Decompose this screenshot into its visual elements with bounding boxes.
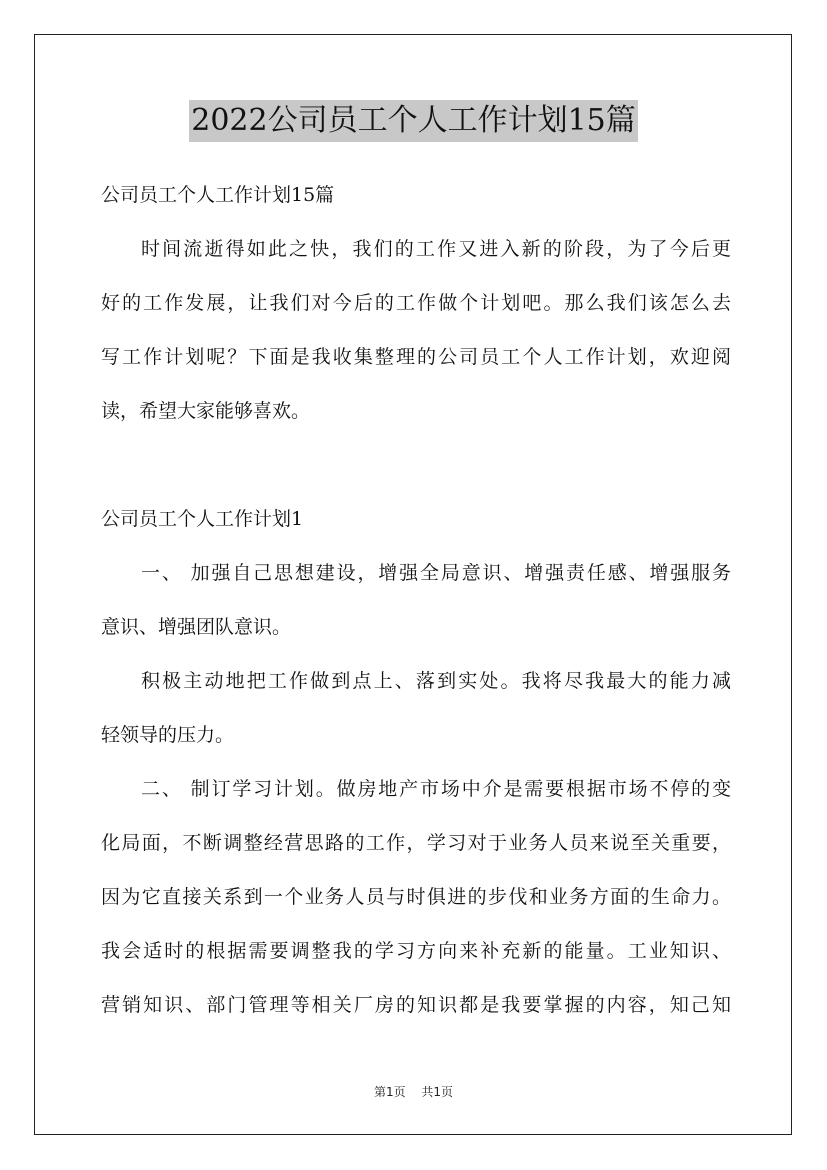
- page-total: 共1页: [421, 1085, 454, 1099]
- document-title: 2022公司员工个人工作计划15篇: [189, 100, 638, 142]
- text-line: 积极主动地把工作做到点上、落到实处。我将尽我最大的能力减: [141, 670, 731, 692]
- page-footer: [0, 1083, 827, 1100]
- page-number: 第1页: [373, 1085, 406, 1099]
- paragraph-gap: [101, 438, 731, 492]
- text-line: 意识、增强团队意识。: [101, 616, 292, 638]
- text-line: 营销知识、部门管理等相关厂房的知识都是我要掌握的内容，知己知: [101, 994, 731, 1016]
- text-line: 一、 加强自己思想建设，增强全局意识、增强责任感、增强服务: [141, 562, 731, 584]
- text-line: 写工作计划呢？下面是我收集整理的公司员工个人工作计划，欢迎阅: [101, 346, 731, 368]
- text-line: 因为它直接关系到一个业务人员与时俱进的步伐和业务方面的生命力。: [101, 886, 731, 908]
- text-line: 公司员工个人工作计划15篇: [101, 184, 335, 206]
- text-line: 化局面，不断调整经营思路的工作，学习对于业务人员来说至关重要，: [101, 832, 731, 854]
- text-line: 公司员工个人工作计划1: [101, 508, 304, 530]
- text-line: 读，希望大家能够喜欢。: [101, 400, 311, 422]
- text-line: 我会适时的根据需要调整我的学习方向来补充新的能量。工业知识、: [101, 940, 731, 962]
- text-line: 好的工作发展，让我们对今后的工作做个计划吧。那么我们该怎么去: [101, 292, 731, 314]
- text-line: 轻领导的压力。: [101, 724, 235, 746]
- text-line: 时间流逝得如此之快，我们的工作又进入新的阶段，为了今后更: [141, 238, 731, 260]
- document-body: [101, 168, 731, 1032]
- text-line: 二、 制订学习计划。做房地产市场中介是需要根据市场不停的变: [141, 778, 731, 800]
- title-container: [0, 100, 827, 142]
